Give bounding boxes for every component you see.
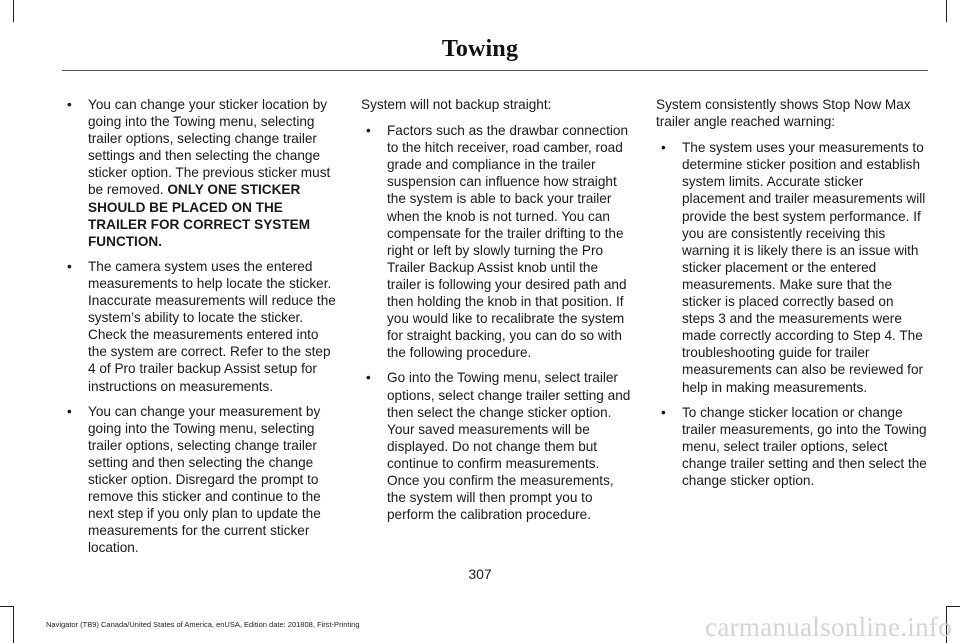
warning-text: ONLY ONE STICKER SHOULD BE PLACED ON THE TRAILER FOR CORRECT SYSTEM FUNCTION. <box>88 182 311 249</box>
list-item-text: You can change your measurement by going into the Towing menu, selecting trailer options, selecting change trailer setting and then selecting the change sticker option. Disregard the prompt to remove this sticker and continue to the next step if you only plan to update the measurements for the current sticker location. <box>88 403 321 556</box>
left-bullet-list <box>62 96 340 556</box>
crop-mark-bottom-left-h <box>0 606 14 607</box>
list-item-text: The system uses your measurements to determine sticker position and establish system limits. Accurate sticker placement and trailer measurements will provide the best system performance. If you are consistently receiving this warning it is likely there is an issue with sticker placement or the entered measurements. Make sure that the sticker is placed correctly based on steps 3 and the measurements were made correctly according to Step 4. The troubleshooting guide for trailer measurements can also be reviewed for help in making measurements. <box>682 140 926 395</box>
list-item-text: The camera system uses the entered measurements to help locate the sticker. Inaccurate measurements will reduce the system’s ability to locate the sticker. Check the measurements entered into the system are correct. Refer to the step 4 of Pro trailer backup Assist setup for instructions on measurements. <box>88 258 336 394</box>
section-heading: System will not backup straight: <box>361 97 552 112</box>
right-bullet-list <box>656 139 928 489</box>
list-item <box>361 122 634 361</box>
bullet-icon: • <box>366 123 371 139</box>
list-item-text: Factors such as the drawbar connection to the hitch receiver, road camber, road grade and compliance in the trailer suspension can influence how straight the system is able to back your trailer when the knob is not turned. You can compensate for the trailer drifting to the right or left by slowly turning the Pro Trailer Backup Assist knob until the trailer is following your desired path and then holding the knob in that position. If you would like to recalibrate the system for straight backing, you can do so with the following procedure. <box>387 123 629 361</box>
list-item <box>62 258 340 395</box>
crop-mark-top-left <box>13 0 14 22</box>
header-rule <box>62 70 928 71</box>
list-item <box>656 404 928 489</box>
list-item <box>361 369 634 523</box>
page-title: Towing <box>441 36 519 62</box>
bullet-icon: • <box>67 403 72 419</box>
section-heading: System consistently shows Stop Now Max trailer angle reached warning: <box>656 97 911 130</box>
page-number: 307 <box>468 566 492 582</box>
list-item <box>62 403 340 557</box>
crop-mark-bottom-right-h <box>946 606 960 607</box>
bullet-icon: • <box>366 370 371 386</box>
crop-mark-bottom-left-v <box>13 606 14 643</box>
bullet-icon: • <box>67 97 72 112</box>
bullet-icon: • <box>661 404 666 420</box>
list-item-text: To change sticker location or change trailer measurements, go into the Towing menu, select trailer options, select change trailer setting and then select the change sticker option. <box>682 404 927 488</box>
bullet-icon: • <box>661 140 666 156</box>
crop-mark-top-right <box>946 0 947 22</box>
list-item-text: You can change your sticker location by going into the Towing menu, selecting trailer options, selecting change trailer settings and then selecting the change sticker option. The previous sticker must be removed. <box>88 97 331 198</box>
left-column <box>62 96 340 564</box>
edition-note: Navigator (TB9) Canada/United States of America, enUSA, Edition date: 201808, First-Printing <box>46 620 360 629</box>
middle-bullet-list <box>361 122 634 523</box>
bullet-icon: • <box>67 258 72 274</box>
list-item-text: Go into the Towing menu, select trailer options, select change trailer setting and then select the change sticker option. Your saved measurements will be displayed. Do not change them but continue to confirm measurements. Once you confirm the measurements, the system will then prompt you to perform the calibration procedure. <box>387 370 631 523</box>
watermark: carmanualsonline.info <box>705 612 952 642</box>
list-item <box>62 96 340 250</box>
middle-column <box>361 96 634 531</box>
right-column <box>656 96 928 497</box>
list-item <box>656 139 928 395</box>
